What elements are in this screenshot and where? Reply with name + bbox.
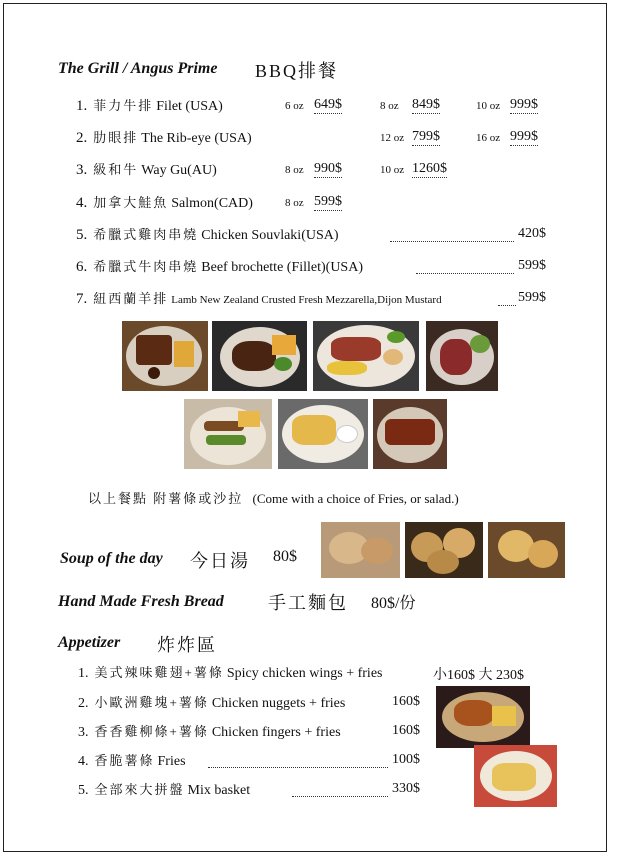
bread-roll-photo-icon	[321, 522, 400, 578]
side-note-cjk: 以上餐點 附薯條或沙拉	[88, 491, 244, 506]
chicken-wings-photo-icon	[436, 686, 530, 748]
item-name: Filet (USA)	[156, 99, 223, 114]
ribs-photo-icon	[122, 321, 208, 391]
item-name-cjk: 香脆薯條	[94, 753, 155, 768]
item-name-cjk: 級和牛	[93, 162, 139, 177]
item-price: 999$	[510, 97, 538, 112]
portion-size: 8 oz	[285, 164, 304, 176]
item-name: Chicken fingers + fries	[211, 725, 341, 740]
item-name-cjk: 菲力牛排	[93, 98, 154, 113]
item-name: Chicken nuggets + fries	[211, 696, 346, 711]
bread-heading-cjk: 手工麵包	[268, 593, 348, 613]
leader-dots	[416, 261, 514, 274]
item-name: Mix basket	[187, 783, 251, 798]
item-price: 小160$ 大 230$	[433, 668, 524, 683]
item-price: 160$	[392, 723, 420, 738]
side-note-en: (Come with a choice of Fries, or salad.)	[252, 491, 459, 506]
steak-photo-icon	[212, 321, 307, 391]
appetizer-heading-cjk: 炸炸區	[157, 635, 217, 655]
appetizer-heading: Appetizer	[58, 634, 121, 651]
item-name: Beef brochette (Fillet)(USA)	[201, 260, 363, 275]
grill-heading-cjk: BBQ排餐	[255, 61, 339, 81]
item-price: 799$	[412, 129, 440, 144]
item-number: 1.	[78, 666, 89, 681]
item-number: 2.	[78, 696, 89, 711]
grill-item-row	[76, 160, 217, 180]
item-price: 100$	[392, 752, 420, 767]
item-number: 6.	[76, 259, 88, 275]
grill-item-row	[76, 193, 253, 213]
grill-item-row	[76, 128, 252, 148]
item-number: 5.	[76, 227, 88, 243]
item-name: Salmon(CAD)	[171, 196, 253, 211]
item-name: Fries	[157, 754, 186, 769]
soup-heading: Soup of the day	[60, 550, 163, 567]
item-number: 7.	[76, 291, 88, 307]
grill-heading: The Grill / Angus Prime	[58, 60, 218, 77]
soup-heading-cjk: 今日湯	[190, 551, 250, 571]
fries-basket-photo-icon	[474, 745, 557, 807]
item-price: 849$	[412, 97, 440, 112]
item-name-cjk: 肋眼排	[93, 130, 139, 145]
portion-size: 12 oz	[380, 132, 405, 144]
item-price: 599$	[314, 194, 342, 209]
item-name-cjk: 小歐洲雞塊+薯條	[94, 695, 209, 710]
leader-dots	[390, 229, 514, 242]
item-number: 3.	[78, 725, 89, 740]
side-note	[88, 488, 459, 507]
item-price: 599$	[518, 290, 546, 305]
pork-ribs-photo-icon	[373, 399, 447, 469]
appetizer-item-row	[78, 751, 186, 771]
item-name-cjk: 紐西蘭羊排	[93, 291, 169, 306]
bread-heading: Hand Made Fresh Bread	[58, 593, 224, 610]
item-name: Lamb New Zealand Crusted Fresh Mezzarella,Dijon Mustard	[171, 294, 442, 306]
item-name-cjk: 加拿大鮭魚	[93, 195, 169, 210]
appetizer-item-row	[78, 663, 382, 683]
item-number: 2.	[76, 130, 88, 146]
portion-size: 8 oz	[285, 197, 304, 209]
appetizer-item-row	[78, 693, 345, 713]
item-price: 990$	[314, 161, 342, 176]
item-number: 4.	[78, 754, 89, 769]
item-name-cjk: 希臘式雞肉串燒	[93, 227, 199, 242]
soup-price: 80$	[273, 548, 297, 565]
leader-dots	[208, 755, 388, 768]
item-price: 1260$	[412, 161, 447, 176]
item-name: The Rib-eye (USA)	[141, 131, 252, 146]
portion-size: 10 oz	[380, 164, 405, 176]
item-price: 999$	[510, 129, 538, 144]
grill-item-row	[76, 96, 223, 116]
item-name: Chicken Souvlaki(USA)	[201, 228, 339, 243]
item-price: 420$	[518, 226, 546, 241]
bread-price: 80$/份	[371, 595, 416, 612]
item-number: 1.	[76, 98, 88, 114]
item-name-cjk: 希臘式牛肉串燒	[93, 259, 199, 274]
item-price: 649$	[314, 97, 342, 112]
appetizer-item-row	[78, 780, 250, 800]
bun-photo-icon	[488, 522, 565, 578]
skewer-photo-icon	[184, 399, 272, 469]
bread-basket-photo-icon	[405, 522, 483, 578]
item-name-cjk: 香香雞柳條+薯條	[94, 724, 209, 739]
grill-item-row	[76, 225, 339, 245]
fries-photo-icon	[278, 399, 368, 469]
portion-size: 8 oz	[380, 100, 399, 112]
item-price: 160$	[392, 694, 420, 709]
item-name: Spicy chicken wings + fries	[226, 666, 383, 681]
item-price: 599$	[518, 258, 546, 273]
portion-size: 10 oz	[476, 100, 501, 112]
lamb-chop-photo-icon	[426, 321, 498, 391]
portion-size: 16 oz	[476, 132, 501, 144]
leader-dots	[292, 784, 388, 797]
item-price: 330$	[392, 781, 420, 796]
grill-item-row	[76, 289, 442, 309]
item-name-cjk: 全部來大拼盤	[94, 782, 185, 797]
portion-size: 6 oz	[285, 100, 304, 112]
item-name: Way Gu(AU)	[141, 163, 217, 178]
item-number: 5.	[78, 783, 89, 798]
sliced-steak-photo-icon	[313, 321, 419, 391]
item-name-cjk: 美式辣味雞翅+薯條	[94, 665, 224, 680]
grill-item-row	[76, 257, 363, 277]
leader-dots	[498, 293, 516, 306]
appetizer-item-row	[78, 722, 341, 742]
item-number: 3.	[76, 162, 88, 178]
item-number: 4.	[76, 195, 88, 211]
